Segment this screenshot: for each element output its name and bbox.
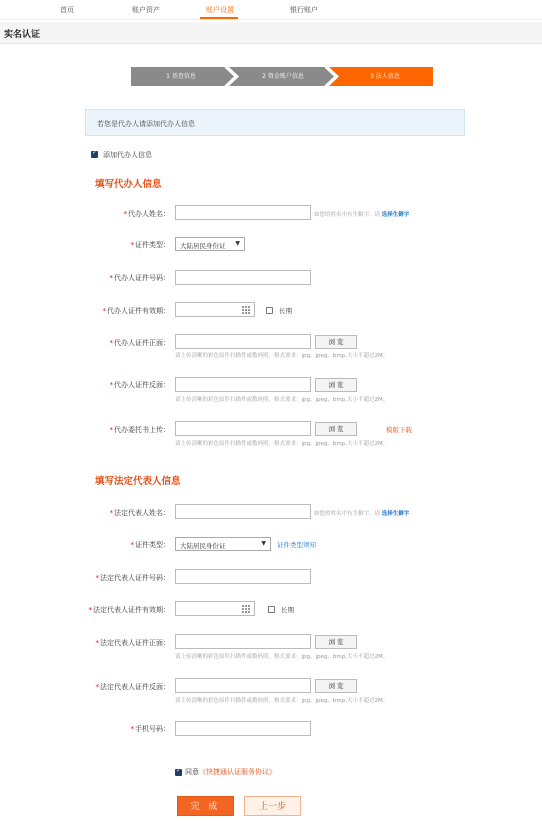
legal-name-input[interactable] bbox=[175, 504, 311, 519]
idtype-notice-link[interactable]: 证件类型须知 bbox=[277, 541, 316, 549]
nav-item-assets[interactable]: 账户资产 bbox=[132, 6, 160, 14]
nav-item-bank[interactable]: 银行账户 bbox=[290, 6, 318, 14]
agent-idno-label: *代办人证件号码： bbox=[109, 274, 170, 282]
agent-valid-label: *代办人证件有效期： bbox=[102, 307, 170, 315]
legal-long-term-checkbox[interactable] bbox=[268, 606, 275, 613]
nav-item-settings[interactable]: 账户设置 bbox=[206, 6, 234, 14]
agent-back-browse-button[interactable]: 浏 览 bbox=[315, 378, 357, 392]
legal-front-label: *法定代表人证件正面： bbox=[95, 639, 170, 647]
top-nav bbox=[0, 0, 542, 20]
legal-long-term-label: 长期 bbox=[281, 606, 294, 614]
agent-proxy-label: *代办委托书上传： bbox=[109, 426, 170, 434]
nav-active-indicator bbox=[200, 17, 238, 19]
calendar-icon[interactable] bbox=[242, 605, 251, 613]
nav-item-home[interactable]: 首页 bbox=[60, 6, 74, 14]
agent-notice: 若您是代办人请添加代办人信息 bbox=[85, 109, 465, 136]
legal-idtype-select[interactable]: 大陆居民身份证 ▼ bbox=[175, 537, 271, 551]
service-agreement-link[interactable]: 《快捷通认证服务协议》 bbox=[199, 768, 276, 776]
phone-input[interactable] bbox=[175, 721, 311, 736]
step-1: 1 基查信息 bbox=[166, 73, 196, 80]
legal-idtype-label: *证件类型： bbox=[130, 541, 170, 549]
legal-idno-label: *法定代表人证件号码： bbox=[95, 574, 170, 582]
agent-long-term-checkbox[interactable] bbox=[266, 307, 273, 314]
legal-back-label: *法定代表人证件反面： bbox=[95, 683, 170, 691]
agent-back-hint: 请上传清晰的彩色原件扫描件或数码照，格式要求：jpg、jpeg、bmp,大小不超过2M。 bbox=[175, 397, 389, 403]
add-agent-label: 添加代办人信息 bbox=[103, 151, 152, 159]
legal-front-browse-button[interactable]: 浏 览 bbox=[315, 635, 357, 649]
phone-label: *手机号码： bbox=[130, 725, 170, 733]
agent-idtype-select[interactable]: 大陆居民身份证 ▼ bbox=[175, 237, 245, 251]
legal-valid-label: *法定代表人证件有效期： bbox=[88, 606, 170, 614]
agent-proxy-browse-button[interactable]: 浏 览 bbox=[315, 422, 357, 436]
agent-heading: 填写代办人信息 bbox=[95, 179, 162, 190]
agent-name-input[interactable] bbox=[175, 205, 311, 220]
agent-long-term-label: 长期 bbox=[279, 307, 292, 315]
add-agent-checkbox[interactable] bbox=[91, 151, 98, 158]
agent-name-hint: 如您的姓名中有生僻字，请 选择生僻字 bbox=[314, 212, 410, 218]
prev-step-button[interactable]: 上一步 bbox=[244, 796, 301, 816]
agent-front-label: *代办人证件正面： bbox=[109, 339, 170, 347]
legal-valid-date-input[interactable] bbox=[175, 601, 255, 616]
agent-proxy-file-input[interactable] bbox=[175, 421, 311, 436]
agent-name-label: *代办人姓名： bbox=[123, 210, 170, 218]
agent-idno-input[interactable] bbox=[175, 270, 311, 285]
page-title: 实名认证 bbox=[4, 30, 41, 40]
agent-front-hint: 请上传清晰的彩色原件扫描件或数码照，格式要求：jpg、jpeg、bmp,大小不超过2M。 bbox=[175, 353, 389, 359]
agree-text: 同意《快捷通认证服务协议》 bbox=[185, 768, 276, 776]
agent-rare-char-link[interactable]: 选择生僻字 bbox=[381, 212, 410, 218]
agent-back-file-input[interactable] bbox=[175, 377, 311, 392]
finish-button[interactable]: 完 成 bbox=[177, 796, 234, 816]
progress-steps bbox=[131, 67, 433, 86]
section-bar bbox=[0, 22, 542, 44]
agent-front-browse-button[interactable]: 浏 览 bbox=[315, 335, 357, 349]
calendar-icon[interactable] bbox=[242, 306, 251, 314]
agent-idtype-label: *证件类型： bbox=[130, 241, 170, 249]
agent-proxy-hint: 请上传清晰的彩色原件扫描件或数码照，格式要求：jpg、jpeg、bmp,大小不超过2M。 bbox=[175, 441, 389, 447]
legal-name-label: *法定代表人姓名： bbox=[109, 509, 170, 517]
template-download-link[interactable]: 模版下载 bbox=[386, 426, 412, 434]
agent-back-label: *代办人证件反面： bbox=[109, 381, 170, 389]
chevron-down-icon: ▼ bbox=[261, 540, 266, 547]
chevron-down-icon: ▼ bbox=[235, 240, 240, 247]
agree-checkbox[interactable] bbox=[175, 769, 182, 776]
legal-rare-char-link[interactable]: 选择生僻字 bbox=[381, 511, 410, 517]
legal-back-browse-button[interactable]: 浏 览 bbox=[315, 679, 357, 693]
step-2: 2 资金账户信息 bbox=[262, 73, 304, 80]
legal-front-hint: 请上传清晰的彩色原件扫描件或数码照，格式要求：jpg、jpeg、bmp,大小不超过2M。 bbox=[175, 654, 389, 660]
legal-back-hint: 请上传清晰的彩色原件扫描件或数码照，格式要求：jpg、jpeg、bmp,大小不超过2M。 bbox=[175, 698, 389, 704]
agent-front-file-input[interactable] bbox=[175, 334, 311, 349]
legal-front-file-input[interactable] bbox=[175, 634, 311, 649]
legal-idno-input[interactable] bbox=[175, 569, 311, 584]
legal-heading: 填写法定代表人信息 bbox=[95, 476, 181, 487]
legal-name-hint: 如您的姓名中有生僻字，请 选择生僻字 bbox=[314, 511, 410, 517]
agent-valid-date-input[interactable] bbox=[175, 302, 255, 317]
legal-back-file-input[interactable] bbox=[175, 678, 311, 693]
step-3: 3 法人信息 bbox=[370, 73, 400, 80]
